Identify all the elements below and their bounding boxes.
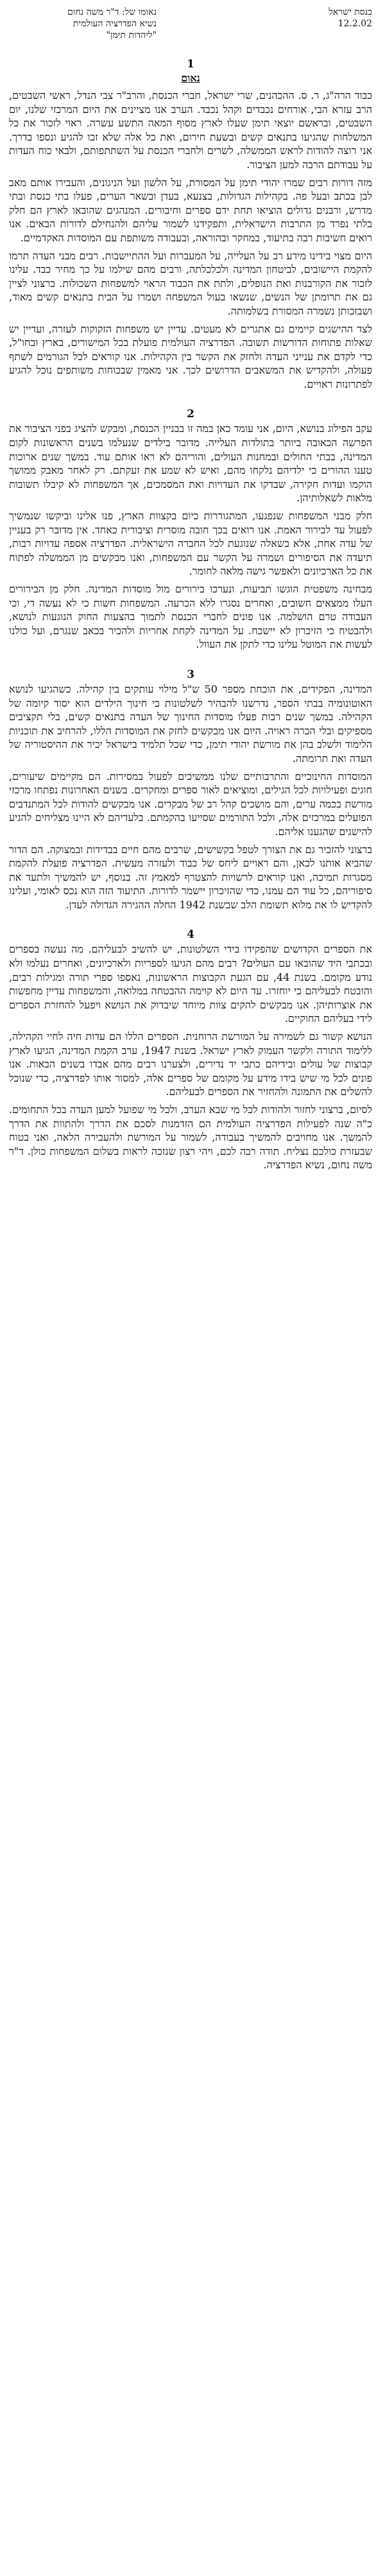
document-header bbox=[9, 6, 372, 41]
header-date-line: 12.2.02 bbox=[338, 19, 372, 29]
header-venue-line: כנסת ישראל bbox=[329, 7, 372, 17]
paragraph: ברצוני להזכיר גם את הצורך לטפל בקשישים, שרבים מהם חיים בבדידות ובמצוקה. הם הדור שהביא אותנו לכאן, והם ראויים ליחס של כבוד ולעזרה מעשית. הפדרציה פועלת להקמת מסגרות תמיכה, ואנו קוראים לרשויות להצטרף למאמץ זה. בנוסף, יש להמשיך ולתעד את סיפוריהם, כל עוד הם עמנו, כדי שהזיכרון יישמר לדורות. התיעוד הזה הוא נכס לאומי, ועלינו להקדיש לו את מלוא תשומת הלב שבשנת 1942 החלה ההגירה הגדולה לעדן. bbox=[9, 843, 372, 911]
paragraph: המדינה, הפקידים, את הוכחת מספר 50 ש"ל מילוי עותקים בין קהילה. כשהגיעו לנושא האוטונומיה בבתי הספר, נדרשנו להבהיר לשלטונות כי חינוך הילדים הוא יסוד קיומה של הקהילה. במשך שנים רבות פעלו מוסדות החינוך של העדה בתנאים קשים, בלי תקציבים מספיקים ובלי הכרה ראויה. היום אנו מבקשים לחזק את המוסדות הללו, להרחיב את תוכניות הלימוד ולשלב בהן את מורשת יהודי תימן, כדי שכל תלמיד בישראל יכיר את ההיסטוריה של העדה ואת תרומתה. bbox=[9, 682, 372, 765]
section-4 bbox=[9, 928, 372, 1172]
section-subtitle: נאום bbox=[181, 72, 200, 84]
paragraph: חלק מבני המשפחות שנפגעו, המתגוררות כיום בקצוות הארץ, פנו אלינו וביקשו שנמשיך לפעול עד לבירור האמת. אנו רואים בכך חובה מוסרית וציבורית כאחד. אין מדובר רק בעניין של עדה אחת, אלא בשאלה שנוגעת לכל החברה הישראלית. הפדרציה אספה עדויות רבות, תיעדה את הסיפורים ושמרה על הקשר עם המשפחות, ואנו מבקשים מן הממשלה לפתוח את כל הארכיונים ולאפשר גישה מלאה לחומר. bbox=[9, 510, 372, 578]
paragraph: לסיום, ברצוני לחזור ולהודות לכל מי שבא הערב, ולכל מי שפועל למען העדה בכל התחומים. כ"ה שנה לפעילות הפדרציה העולמית הם הזדמנות לסכם את הדרך ולהתוות את הדרך להמשך. אנו מחויבים להמשיך בעבודה, לשמור על המורשת ולהעבירה הלאה, ואני בטוח שבעזרת כולכם נצליח. תודה רבה לכם, ויהי רצון שנזכה לראות בשלום המשפחות כולן. ד"ר משה נחום, נשיא הפדרציה. bbox=[9, 1103, 372, 1171]
header-org-line: "ליהדות תימן" bbox=[106, 30, 157, 40]
section-number: 2 bbox=[187, 408, 194, 421]
section-number: 4 bbox=[187, 928, 194, 942]
header-role-line: נשיא הפדרציה העולמית bbox=[73, 19, 157, 29]
paragraph: מזה דורות רבים שמרו יהודי תימן על המסורת, על הלשון ועל הניגונים, והעבירו אותם מאב לבן בכתב ובעל פה. בקהילות הגדולות, בצנעא, בעדן ובשאר הערים, פעלו בתי כנסת ובתי מדרש, ורבנים גדולים הוציאו תחת ידם ספרים וחיבורים. המנהגים שהובאו לארץ הם חלק בלתי נפרד מן התרבות הישראלית, ותפקידנו לשמור עליהם ולהנחילם לדורות הבאים. אנו רואים חשיבות רבה בתיעוד, במחקר ובהוראה, ובעבודה משותפת עם המוסדות האקדמיים. bbox=[9, 176, 373, 244]
section-3 bbox=[9, 668, 372, 912]
section-number: 3 bbox=[187, 668, 194, 681]
paragraph: את הספרים הקדושים שהפקידו בידי השלטונות, יש להשיב לבעליהם. מה נעשה בספרים ובכתבי היד שהובאו עם העולים? רבים מהם הגיעו לספריות ולארכיונים, ואחרים נעלמו ולא נודע מקומם. בשנת 44, עם הגעת הקבוצות הראשונות, נאספו ספרי תורה ומגילות רבים, והובטח לבעליהם כי יוחזרו. עד היום לא קוימה ההבטחה במלואה, והמשפחות עדיין מחפשות את אוצרותיהן. אנו מבקשים להקים צוות מיוחד שיבדוק את הנושא ויפעל להחזרת הספרים לידי בעליהם החוקיים. bbox=[9, 943, 372, 1025]
paragraph: המוסדות החינוכיים והתרבותיים שלנו ממשיכים לפעול במסירות. הם מקיימים שיעורים, חוגים ופעילויות לכל הגילים, ומוציאים לאור ספרים ומחקרים. בשנים האחרונות נפתחו מרכזי מורשת בכמה ערים, והם מושכים קהל רב של מבקרים. אנו מבקשים להודות לכל המתנדבים הפועלים במרכזים אלה, ולכל התורמים שסייעו בהקמתם. בלעדיהם לא היינו מצליחים להגיע להישגים שהגענו אליהם. bbox=[9, 770, 373, 838]
paragraph: עקב הפילוג בנושא, היום, אני עומד כאן במה זו בבניין הכנסת, ומבקש להציג בפני הציבור את הפרשה הכאובה ביותר בתולדות העלייה. מדובר בילדים שנעלמו בשנים הראשונות לקום המדינה, בבתי החולים ובמחנות העולים, והוריהם לא ראו אותם עוד. במשך שנים ארוכות טענו ההורים כי ילדיהם נלקחו מהם, ואיש לא שמע את זעקתם. רק לאחר מאבק ממושך הוקמו ועדות חקירה, שבדקו את העדויות ואת המסמכים, אך המשפחות לא קיבלו תשובות מלאות לשאלותיהן. bbox=[9, 422, 372, 505]
paragraph: הנושא קשור גם לשמירה על המורשת הרוחנית. הספרים הללו הם עדות חיה לחיי הקהילה, ללימוד התורה ולקשר העמוק לארץ ישראל. בשנת 1947, ערב הקמת המדינה, הגיעו לארץ קבוצות של עולים ובידיהם כתבי יד נדירים, ולצערנו רבים מהם אבדו בשנים הבאות. אנו פונים לכל מי שיש בידו מידע על מקומם של ספרים אלה, למסור אותו לפדרציה, כדי שנוכל להשלים את התמונה ולהחזיר את הספרים לבעליהם. bbox=[9, 1030, 373, 1098]
document-page bbox=[9, 6, 372, 1176]
paragraph: לצד ההישגים קיימים גם אתגרים לא מעטים. עדיין יש משפחות הזקוקות לעזרה, ועדיין יש שאלות פתוחות הדורשות תשובה. הפדרציה העולמית פועלת בכל המישורים, בארץ ובחו"ל, כדי לקדם את ענייני העדה ולחזק את הקשר בין הקהילות. אנו קוראים לכל הגורמים לשתף פעולה, ולהקדיש את המשאבים הדרושים לכך. אני מאמין שבכוחות משותפים נוכל להגיע לפתרונות ראויים. bbox=[9, 322, 372, 390]
paragraph: כבוד הרה"ג, ר. ס. ההכהנים, שרי ישראל, חברי הכנסת, והרב"ר צבי הנדל, ראשי השבטים, הרב עזרא הבי, אורחים נכבדים וקהל נכבד. הערב אנו מציינים את היום המרכזי שלנו, יום השבטים, ובראשם יוצאי תימן שעלו לארץ מסוף המאה התשע עשרה. ראוי לזכור את כל המשלחות שהגיעו בתנאים קשים ובשעת חירום, ואת כל אלה שלא זכו להגיע ונספו בדרך. אני רוצה להודות לראש הממשלה, לשרים ולחברי הכנסת על השתתפותם, ולבאי כוח העדות על עבודתם הרבה למען הציבור. bbox=[9, 89, 372, 171]
section-number: 1 bbox=[187, 58, 194, 71]
paragraph: מבחינה משפטית הוגשו תביעות, ונערכו בירורים מול מוסדות המדינה. חלק מן הבירורים העלו ממצאים חשובים, ואחרים נסגרו ללא הכרעה. המשפחות חשות כי לא נעשה די, וכי העבודה טרם הושלמה. אנו פונים לחברי הכנסת לתמוך בהצעות החוק הנוגעות לנושא, ולהבטיח כי הזיכרון לא יישכח. על המדינה לקחת אחריות ולהכיר בכאב שנגרם, ועל כולנו לעשות את המוטל עלינו כדי לתקן את העוול. bbox=[9, 583, 372, 651]
section-2 bbox=[9, 408, 372, 652]
header-speaker-line: נאומו של: ד"ר משה נחום bbox=[67, 7, 157, 17]
paragraph: היום מצוי בידינו מידע רב על העלייה, על המעברות ועל ההתיישבות. רבים מבני העדה תרמו להקמת היישובים, לביטחון המדינה ולכלכלתה, ורבים מהם שילמו על כך מחיר כבד. עלינו לזכור את הקורבנות ואת הנופלים, ולתת את הכבוד הראוי למשפחות השכולות. ברצוני לציין גם את תרומתן של הנשים, שנשאו בעול המשפחה ושמרו על הבית בתנאים קשים מאוד, ושבזכותן נשמרה המסורת בשלמותה. bbox=[9, 249, 372, 317]
header-speaker bbox=[9, 6, 157, 41]
header-venue bbox=[329, 6, 372, 30]
section-1 bbox=[9, 58, 372, 391]
